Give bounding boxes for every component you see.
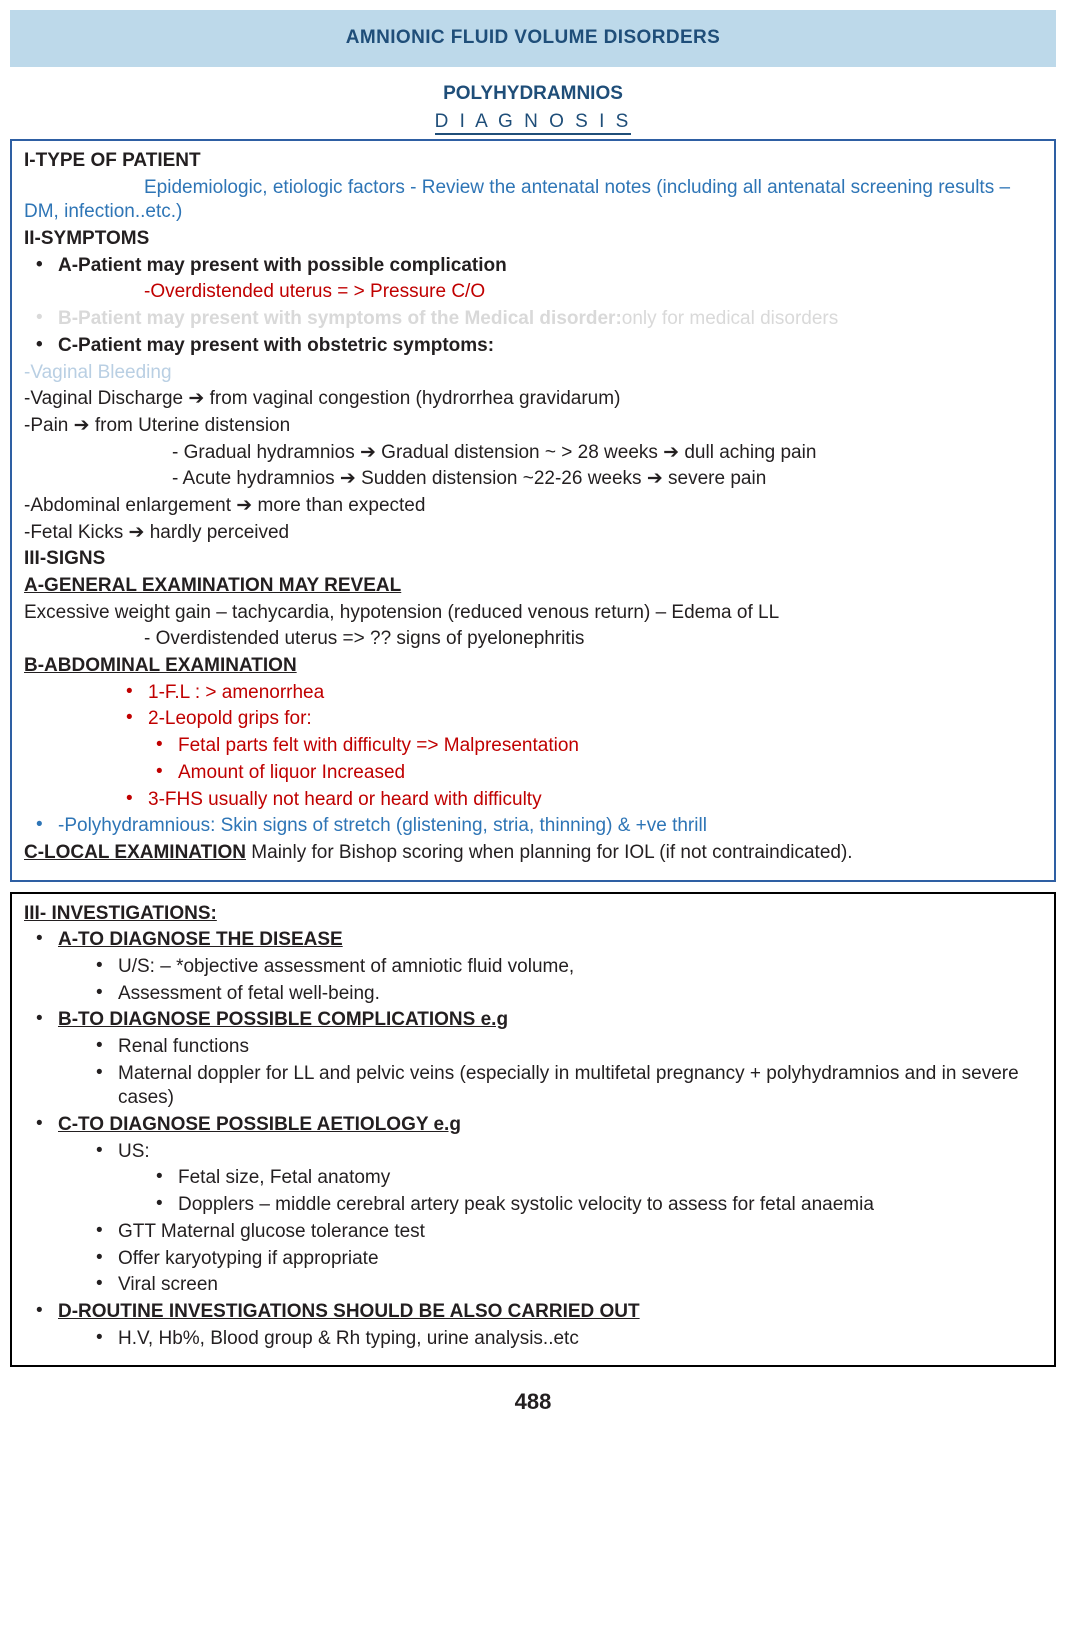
local-examination-line: [24, 841, 1042, 866]
heading-abdominal-examination: B-ABDOMINAL EXAMINATION: [24, 655, 297, 677]
investigations-b-heading: B-TO DIAGNOSE POSSIBLE COMPLICATIONS e.g: [58, 1009, 509, 1031]
investigations-b-item-renal: • Renal functions: [84, 1035, 1042, 1060]
heading-general-examination: A-GENERAL EXAMINATION MAY REVEAL: [24, 575, 402, 596]
obstetric-symptom-gradual: - Gradual hydramnios ➔ Gradual distension ~ > 28 weeks ➔ dull aching pain: [172, 441, 817, 463]
investigations-a-heading: A-TO DIAGNOSE THE DISEASE: [58, 929, 343, 951]
heading-symptoms: II-SYMPTOMS: [24, 228, 150, 250]
diagnosis-box: [10, 139, 1056, 882]
obstetric-symptom-acute: - Acute hydramnios ➔ Sudden distension ~22-26 weeks ➔ severe pain: [172, 468, 767, 490]
investigations-d-items: [24, 1327, 1042, 1352]
symptom-b: [24, 307, 1042, 332]
investigations-a-item-wellbeing: • Assessment of fetal well-being.: [84, 982, 1042, 1007]
abdominal-item-fl: • 1-F.L : > amenorrhea: [114, 681, 1042, 706]
symptom-b-tail: only for medical disorders: [621, 308, 839, 330]
page-subtitle: POLYHYDRAMNIOS: [443, 83, 623, 104]
investigations-c-item-viral: • Viral screen: [84, 1273, 1042, 1298]
polyhydramnious-skin-signs: • -Polyhydramnious: Skin signs of stretch (glistening, stria, thinning) & +ve thrill: [24, 814, 1042, 839]
abdominal-item-fhs: • 3-FHS usually not heard or heard with difficulty: [114, 788, 1042, 813]
obstetric-symptom-bleeding: -Vaginal Bleeding: [24, 361, 172, 383]
investigations-c-items: [24, 1220, 1042, 1298]
leopold-sub-list: [24, 734, 1042, 785]
investigations-a-items: [24, 955, 1042, 1006]
investigations-c-item-gtt: • GTT Maternal glucose tolerance test: [84, 1220, 1042, 1245]
investigations-box: [10, 892, 1056, 1368]
abdominal-item-leopold: • 2-Leopold grips for:: [114, 707, 1042, 732]
investigations-c-us-item-fetal-size: • Fetal size, Fetal anatomy: [144, 1166, 1042, 1191]
investigations-b-item-doppler: • Maternal doppler for LL and pelvic veins (especially in multifetal pregnancy + polyhydramnios and in severe cases): [84, 1062, 1042, 1111]
investigations-list-b: [24, 1008, 1042, 1033]
investigations-c-us-items: [24, 1166, 1042, 1217]
polyhydramnious-list: [24, 814, 1042, 839]
obstetric-symptom-discharge: -Vaginal Discharge ➔ from vaginal congestion (hydrorrhea gravidarum): [24, 388, 621, 410]
investigations-list: [24, 928, 1042, 953]
leopold-sub-fetal-parts: • Fetal parts felt with difficulty => Malpresentation: [144, 734, 1042, 759]
investigations-c: [24, 1113, 1042, 1138]
general-exam-line-2: - Overdistended uterus => ?? signs of pyelonephritis: [144, 628, 585, 650]
heading-local-examination: C-LOCAL EXAMINATION: [24, 841, 247, 863]
investigations-c-heading: C-TO DIAGNOSE POSSIBLE AETIOLOGY e.g: [58, 1114, 461, 1136]
investigations-c-us-item-dopplers: • Dopplers – middle cerebral artery peak systolic velocity to assess for fetal anaemia: [144, 1193, 1042, 1218]
investigations-b-items: [24, 1035, 1042, 1111]
obstetric-symptom-pain: -Pain ➔ from Uterine distension: [24, 414, 291, 436]
symptoms-list-faded: [24, 307, 1042, 332]
leopold-sub-liquor: • Amount of liquor Increased: [144, 761, 1042, 786]
abdominal-exam-list: [24, 681, 1042, 732]
diagnosis-heading-text: D I A G N O S I S: [435, 111, 632, 135]
investigations-a-item-us: • U/S: – *objective assessment of amniotic fluid volume,: [84, 955, 1042, 980]
symptoms-list: [24, 254, 1042, 279]
investigations-d-heading: D-ROUTINE INVESTIGATIONS SHOULD BE ALSO CARRIED OUT: [58, 1300, 640, 1322]
abdominal-exam-list-2: [24, 788, 1042, 813]
obstetric-symptom-enlargement: -Abdominal enlargement ➔ more than expected: [24, 494, 426, 516]
heading-type-of-patient: I-TYPE OF PATIENT: [24, 150, 201, 171]
heading-signs: III-SIGNS: [24, 548, 106, 570]
symptom-a-detail: -Overdistended uterus = > Pressure C/O: [144, 281, 486, 303]
symptom-c: • C-Patient may present with obstetric symptoms:: [24, 334, 1042, 359]
general-exam-line-1: Excessive weight gain – tachycardia, hypotension (reduced venous return) – Edema of LL: [24, 601, 780, 623]
heading-investigations: III- INVESTIGATIONS:: [24, 902, 217, 924]
investigations-list-c: [24, 1113, 1042, 1138]
type-of-patient-text: Epidemiologic, etiologic factors - Review the antenatal notes (including all antenatal screening results –DM, infection..etc.): [24, 176, 1011, 223]
page-banner: AMNIONIC FLUID VOLUME DISORDERS: [10, 10, 1056, 67]
investigations-c-us: [24, 1140, 1042, 1165]
investigations-list-d: [24, 1300, 1042, 1325]
local-examination-text: Mainly for Bishop scoring when planning for IOL (if not contraindicated).: [251, 841, 853, 863]
symptoms-list-c: [24, 334, 1042, 359]
investigations-d-item-routine: • H.V, Hb%, Blood group & Rh typing, urine analysis..etc: [84, 1327, 1042, 1352]
investigations-a: [24, 928, 1042, 953]
symptom-a: • A-Patient may present with possible complication: [24, 254, 1042, 279]
investigations-c-us-label: • US:: [84, 1140, 1042, 1165]
investigations-d: [24, 1300, 1042, 1325]
obstetric-symptom-kicks: -Fetal Kicks ➔ hardly perceived: [24, 521, 290, 543]
investigations-b: [24, 1008, 1042, 1033]
page-number: 488: [514, 1389, 552, 1415]
diagnosis-heading: [10, 111, 1056, 133]
symptom-b-label: B-Patient may present with symptoms of the Medical disorder:: [58, 308, 622, 330]
investigations-c-item-karyotyping: • Offer karyotyping if appropriate: [84, 1247, 1042, 1272]
